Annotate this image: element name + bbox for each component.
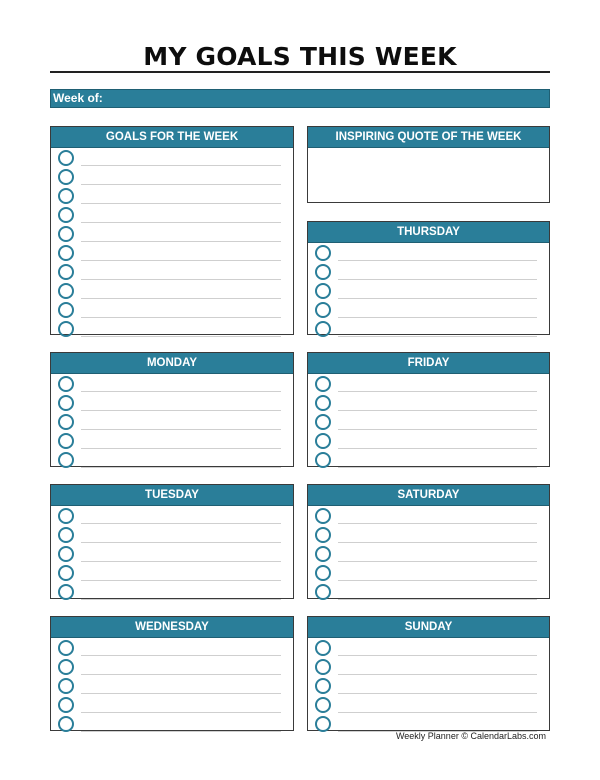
title-divider	[50, 71, 550, 73]
goals-rows	[51, 148, 293, 338]
write-line[interactable]	[81, 467, 281, 468]
write-line[interactable]	[338, 467, 537, 468]
write-line[interactable]	[338, 693, 537, 694]
checklist-row[interactable]	[51, 638, 293, 657]
circle-checkbox-icon[interactable]	[315, 584, 331, 600]
checklist-row[interactable]	[51, 393, 293, 412]
quote-text-area[interactable]	[308, 148, 549, 201]
footer-credit: Weekly Planner © CalendarLabs.com	[395, 731, 546, 741]
circle-checkbox-icon[interactable]	[315, 546, 331, 562]
sunday-header: SUNDAY	[308, 617, 549, 638]
checklist-row[interactable]	[51, 431, 293, 450]
checklist-row[interactable]	[51, 525, 293, 544]
circle-checkbox-icon[interactable]	[58, 546, 74, 562]
checklist-row[interactable]	[308, 525, 549, 544]
write-line[interactable]	[338, 317, 537, 318]
checklist-row[interactable]	[308, 243, 549, 262]
circle-checkbox-icon[interactable]	[58, 207, 74, 223]
circle-checkbox-icon[interactable]	[315, 565, 331, 581]
write-line[interactable]	[81, 184, 281, 185]
circle-checkbox-icon[interactable]	[315, 452, 331, 468]
quote-section	[307, 126, 550, 203]
checklist-row[interactable]	[308, 393, 549, 412]
checklist-row[interactable]	[51, 243, 293, 262]
write-line[interactable]	[81, 580, 281, 581]
write-line[interactable]	[338, 391, 537, 392]
friday-header: FRIDAY	[308, 353, 549, 374]
circle-checkbox-icon[interactable]	[315, 659, 331, 675]
write-line[interactable]	[338, 410, 537, 411]
checklist-row[interactable]	[308, 319, 549, 338]
checklist-row[interactable]	[308, 412, 549, 431]
write-line[interactable]	[81, 542, 281, 543]
checklist-row[interactable]	[308, 657, 549, 676]
circle-checkbox-icon[interactable]	[58, 321, 74, 337]
circle-checkbox-icon[interactable]	[58, 414, 74, 430]
circle-checkbox-icon[interactable]	[58, 302, 74, 318]
checklist-row[interactable]	[51, 544, 293, 563]
checklist-row[interactable]	[308, 374, 549, 393]
checklist-row[interactable]	[51, 695, 293, 714]
checklist-row[interactable]	[308, 582, 549, 601]
circle-checkbox-icon[interactable]	[315, 376, 331, 392]
week-of-label: Week of:	[53, 91, 103, 105]
write-line[interactable]	[338, 429, 537, 430]
checklist-row[interactable]	[308, 544, 549, 563]
write-line[interactable]	[338, 712, 537, 713]
page-title: MY GOALS THIS WEEK	[143, 42, 457, 71]
checklist-row[interactable]	[51, 319, 293, 338]
circle-checkbox-icon[interactable]	[58, 452, 74, 468]
monday-rows	[51, 374, 293, 469]
write-line[interactable]	[81, 712, 281, 713]
write-line[interactable]	[81, 448, 281, 449]
checklist-row[interactable]	[308, 450, 549, 469]
monday-section	[50, 352, 294, 467]
write-line[interactable]	[81, 731, 281, 732]
checklist-row[interactable]	[51, 450, 293, 469]
thursday-rows	[308, 243, 549, 338]
write-line[interactable]	[81, 561, 281, 562]
checklist-row[interactable]	[51, 374, 293, 393]
thursday-header: THURSDAY	[308, 222, 549, 243]
tuesday-header: TUESDAY	[51, 485, 293, 506]
checklist-row[interactable]	[51, 563, 293, 582]
write-line[interactable]	[338, 674, 537, 675]
circle-checkbox-icon[interactable]	[58, 640, 74, 656]
write-line[interactable]	[338, 561, 537, 562]
checklist-row[interactable]	[308, 300, 549, 319]
write-line[interactable]	[81, 279, 281, 280]
write-line[interactable]	[81, 429, 281, 430]
write-line[interactable]	[81, 241, 281, 242]
checklist-row[interactable]	[308, 638, 549, 657]
write-line[interactable]	[338, 298, 537, 299]
friday-section	[307, 352, 550, 467]
circle-checkbox-icon[interactable]	[58, 150, 74, 166]
monday-header: MONDAY	[51, 353, 293, 374]
write-line[interactable]	[338, 655, 537, 656]
circle-checkbox-icon[interactable]	[315, 697, 331, 713]
circle-checkbox-icon[interactable]	[315, 414, 331, 430]
checklist-row[interactable]	[51, 167, 293, 186]
checklist-row[interactable]	[308, 281, 549, 300]
write-line[interactable]	[81, 655, 281, 656]
circle-checkbox-icon[interactable]	[315, 321, 331, 337]
quote-header: INSPIRING QUOTE OF THE WEEK	[308, 127, 549, 148]
write-line[interactable]	[338, 336, 537, 337]
wednesday-header: WEDNESDAY	[51, 617, 293, 638]
write-line[interactable]	[81, 674, 281, 675]
write-line[interactable]	[338, 448, 537, 449]
checklist-row[interactable]	[51, 412, 293, 431]
wednesday-section	[50, 616, 294, 731]
circle-checkbox-icon[interactable]	[58, 188, 74, 204]
write-line[interactable]	[338, 580, 537, 581]
circle-checkbox-icon[interactable]	[315, 527, 331, 543]
circle-checkbox-icon[interactable]	[58, 565, 74, 581]
circle-checkbox-icon[interactable]	[315, 678, 331, 694]
circle-checkbox-icon[interactable]	[58, 659, 74, 675]
write-line[interactable]	[81, 165, 281, 166]
circle-checkbox-icon[interactable]	[58, 226, 74, 242]
saturday-section	[307, 484, 550, 599]
checklist-row[interactable]	[308, 506, 549, 525]
circle-checkbox-icon[interactable]	[58, 584, 74, 600]
checklist-row[interactable]	[308, 563, 549, 582]
tuesday-section	[50, 484, 294, 599]
week-of-field[interactable]	[50, 89, 550, 108]
tuesday-rows	[51, 506, 293, 601]
circle-checkbox-icon[interactable]	[58, 508, 74, 524]
goals-section	[50, 126, 294, 335]
circle-checkbox-icon[interactable]	[58, 264, 74, 280]
checklist-row[interactable]	[51, 506, 293, 525]
circle-checkbox-icon[interactable]	[58, 433, 74, 449]
circle-checkbox-icon[interactable]	[315, 283, 331, 299]
write-line[interactable]	[338, 599, 537, 600]
checklist-row[interactable]	[51, 205, 293, 224]
checklist-row[interactable]	[308, 431, 549, 450]
friday-rows	[308, 374, 549, 469]
write-line[interactable]	[81, 410, 281, 411]
checklist-row[interactable]	[51, 224, 293, 243]
write-line[interactable]	[81, 336, 281, 337]
circle-checkbox-icon[interactable]	[58, 527, 74, 543]
checklist-row[interactable]	[51, 714, 293, 733]
checklist-row[interactable]	[51, 186, 293, 205]
circle-checkbox-icon[interactable]	[58, 376, 74, 392]
circle-checkbox-icon[interactable]	[315, 302, 331, 318]
checklist-row[interactable]	[308, 262, 549, 281]
circle-checkbox-icon[interactable]	[315, 264, 331, 280]
write-line[interactable]	[81, 203, 281, 204]
thursday-section	[307, 221, 550, 335]
checklist-row[interactable]	[51, 582, 293, 601]
checklist-row[interactable]	[51, 676, 293, 695]
circle-checkbox-icon[interactable]	[315, 395, 331, 411]
write-line[interactable]	[81, 693, 281, 694]
circle-checkbox-icon[interactable]	[315, 716, 331, 732]
write-line[interactable]	[81, 260, 281, 261]
sunday-section	[307, 616, 550, 731]
circle-checkbox-icon[interactable]	[315, 508, 331, 524]
circle-checkbox-icon[interactable]	[58, 169, 74, 185]
circle-checkbox-icon[interactable]	[315, 245, 331, 261]
write-line[interactable]	[81, 523, 281, 524]
write-line[interactable]	[338, 279, 537, 280]
circle-checkbox-icon[interactable]	[315, 433, 331, 449]
checklist-row[interactable]	[308, 695, 549, 714]
write-line[interactable]	[81, 222, 281, 223]
write-line[interactable]	[338, 260, 537, 261]
circle-checkbox-icon[interactable]	[58, 283, 74, 299]
circle-checkbox-icon[interactable]	[58, 716, 74, 732]
saturday-header: SATURDAY	[308, 485, 549, 506]
circle-checkbox-icon[interactable]	[315, 640, 331, 656]
checklist-row[interactable]	[51, 300, 293, 319]
write-line[interactable]	[81, 298, 281, 299]
circle-checkbox-icon[interactable]	[58, 697, 74, 713]
write-line[interactable]	[338, 523, 537, 524]
checklist-row[interactable]	[51, 281, 293, 300]
saturday-rows	[308, 506, 549, 601]
write-line[interactable]	[81, 317, 281, 318]
sunday-rows	[308, 638, 549, 733]
write-line[interactable]	[81, 599, 281, 600]
circle-checkbox-icon[interactable]	[58, 245, 74, 261]
circle-checkbox-icon[interactable]	[58, 678, 74, 694]
checklist-row[interactable]	[51, 262, 293, 281]
checklist-row[interactable]	[51, 657, 293, 676]
goals-header: GOALS FOR THE WEEK	[51, 127, 293, 148]
circle-checkbox-icon[interactable]	[58, 395, 74, 411]
write-line[interactable]	[81, 391, 281, 392]
write-line[interactable]	[338, 542, 537, 543]
checklist-row[interactable]	[308, 676, 549, 695]
checklist-row[interactable]	[51, 148, 293, 167]
wednesday-rows	[51, 638, 293, 733]
